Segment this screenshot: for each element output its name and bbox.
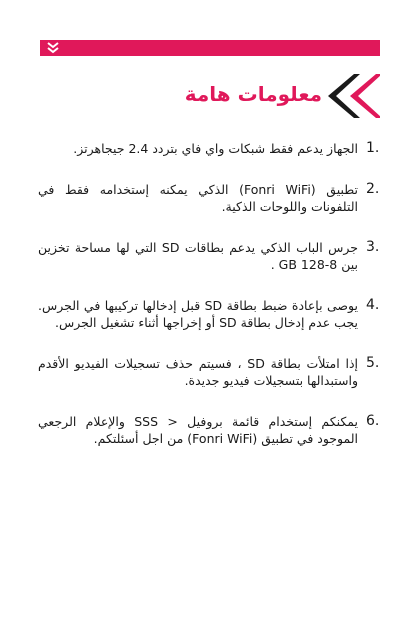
item-text: يمكنكم إستخدام قائمة بروفيل < SSS والإعلام الرجعي الموجود في تطبيق (Fonri WiFi) من اجل أسئلتكم. bbox=[38, 414, 358, 446]
item-text: جرس الباب الذكي يدعم بطاقات SD التي لها مساحة تخزين بين 8-128 GB . bbox=[38, 240, 358, 272]
item-text: يوصى بإعادة ضبط بطاقة SD قبل إدخالها تركيبها في الجرس. يجب عدم إدخال بطاقة SD أو إخراجها أثناء تشغيل الجرس. bbox=[38, 298, 358, 330]
header-bar bbox=[40, 40, 380, 56]
page-title: معلومات هامة bbox=[184, 82, 322, 106]
item-text: تطبيق (Fonri WiFi) الذكي يمكنه إستخدامه فقط في التلفونات واللوحات الذكية. bbox=[38, 182, 358, 214]
item-number: 2. bbox=[366, 181, 380, 197]
item-text: إذا امتلأت بطاقة SD ، فسيتم حذف تسجيلات الفيديو الأقدم واستبدالها بتسجيلات فيديو جديدة. bbox=[38, 356, 358, 388]
list-item bbox=[38, 140, 388, 157]
list-item bbox=[38, 181, 388, 215]
list-item bbox=[38, 239, 388, 273]
section-title bbox=[40, 72, 380, 120]
item-number: 5. bbox=[366, 355, 380, 371]
info-list bbox=[38, 140, 388, 471]
double-chevron-down-icon bbox=[46, 40, 60, 56]
list-item bbox=[38, 297, 388, 331]
item-number: 3. bbox=[366, 239, 380, 255]
item-number: 4. bbox=[366, 297, 380, 313]
item-text: الجهاز يدعم فقط شبكات واي فاي بتردد 2.4 جيجاهرتز. bbox=[73, 141, 358, 156]
item-number: 6. bbox=[366, 413, 380, 429]
item-number: 1. bbox=[366, 140, 380, 156]
list-item bbox=[38, 355, 388, 389]
double-chevron-left-icon bbox=[324, 72, 380, 120]
list-item bbox=[38, 413, 388, 447]
